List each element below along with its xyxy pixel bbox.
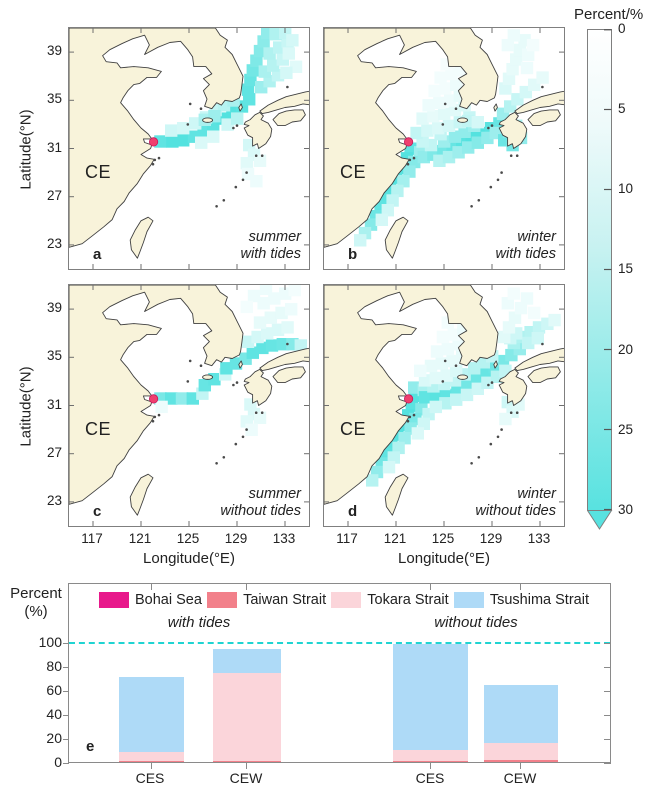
lat-axis-title-row2: Latitude(°N): [17, 366, 35, 447]
bar-segment-taiwan-strait: [213, 761, 281, 762]
lat-tick-39-row2: 39: [46, 300, 62, 316]
bar-xtickmark: [246, 763, 247, 769]
map-panel-d: [323, 284, 565, 527]
estuary-marker-dot: [149, 395, 157, 403]
lon-tick-129-col1: 129: [224, 531, 248, 546]
lat-tick-23-row1: 23: [46, 235, 62, 251]
legend-item-bohai: [99, 592, 202, 608]
colorbar-tick-30: 30: [618, 501, 634, 517]
stacked-bar-CEW-without-tides: [484, 685, 558, 762]
legend-label-tokara: Tokara Strait: [367, 592, 449, 608]
reference-line-100pct: [69, 642, 610, 644]
lon-tick-121-col2: 121: [383, 531, 407, 546]
lon-axis-title-col2: Longitude(°E): [398, 550, 490, 567]
caption-season: summer: [248, 229, 301, 245]
lon-axis-title-col1: Longitude(°E): [143, 550, 235, 567]
panel-caption-c: [220, 486, 301, 520]
panel-letter-b: b: [348, 246, 358, 263]
lon-tick-129-col2: 129: [479, 531, 503, 546]
tsushima-swatch-icon: [454, 592, 484, 608]
bar-ytickmark: [604, 715, 611, 716]
taiwan-swatch-icon: [207, 592, 237, 608]
bar-segment-tsushima-strait: [484, 685, 558, 743]
legend-item-tsushima: [454, 592, 589, 608]
bar-xtickmark: [430, 584, 431, 590]
stacked-bar-CES-with-tides: [119, 677, 184, 762]
legend-label-bohai: Bohai Sea: [135, 592, 202, 608]
lon-tick-133-col1: 133: [272, 531, 296, 546]
colorbar-tick-25: 25: [618, 421, 634, 437]
bar-segment-tokara-strait: [484, 743, 558, 760]
bar-ytickmark: [63, 739, 69, 740]
bar-xtickmark: [246, 584, 247, 590]
panel-letter-a: a: [93, 246, 102, 263]
caption-tides: without tides: [220, 503, 301, 519]
bar-xtickmark: [520, 763, 521, 769]
bar-ytickmark: [604, 763, 611, 764]
lon-tick-117-col2: 117: [336, 531, 358, 546]
lat-axis-title-row1: Latitude(°N): [17, 109, 35, 190]
estuary-marker-dot: [404, 138, 412, 146]
lat-tick-35-row1: 35: [46, 91, 62, 107]
colorbar-tick-10: 10: [618, 181, 634, 197]
bar-segment-tokara-strait: [393, 750, 468, 761]
bar-segment-tsushima-strait: [393, 644, 468, 750]
bar-category-cew-withouttides: CEW: [503, 770, 537, 786]
region-label-ce: CE: [340, 162, 367, 182]
bar-xtickmark: [520, 584, 521, 590]
group-label-without-tides: without tides: [434, 614, 518, 631]
caption-tides: with tides: [495, 246, 556, 262]
caption-season: summer: [248, 486, 301, 502]
legend-item-taiwan: [207, 592, 326, 608]
panel-letter-c: c: [93, 503, 102, 520]
bohai-swatch-icon: [99, 592, 129, 608]
legend-item-tokara: [331, 592, 448, 608]
caption-tides: without tides: [475, 503, 556, 519]
lat-tick-39-row1: 39: [46, 43, 62, 59]
bar-segment-tokara-strait: [213, 673, 281, 761]
legend-label-tsushima: Tsushima Strait: [489, 592, 589, 608]
map-panel-c: [68, 284, 310, 527]
caption-season: winter: [517, 486, 556, 502]
panel-caption-a: [241, 229, 301, 263]
region-label-ce: CE: [340, 419, 367, 439]
lat-tick-27-row2: 27: [46, 444, 62, 460]
region-label-ce: CE: [85, 162, 112, 182]
bar-ytick-100: 100: [38, 634, 62, 650]
lon-tick-133-col2: 133: [527, 531, 551, 546]
bar-ylabel: [8, 585, 64, 621]
colorbar-tick-0: 0: [618, 21, 626, 36]
estuary-marker-dot: [404, 395, 412, 403]
colorbar-tick-15: 15: [618, 261, 634, 277]
legend-label-taiwan: Taiwan Strait: [243, 592, 327, 608]
colorbar-tick-20: 20: [618, 341, 634, 357]
map-panel-b: [323, 27, 565, 270]
stacked-bar-CEW-with-tides: [213, 649, 281, 762]
stacked-bar-CES-without-tides: [393, 644, 468, 762]
bar-ytick-60: 60: [46, 682, 62, 698]
bar-segment-taiwan-strait: [119, 761, 184, 762]
colorbar-tick-5: 5: [618, 101, 626, 117]
lon-tick-121-col1: 121: [128, 531, 152, 546]
bar-ytickmark: [604, 691, 611, 692]
bar-category-ces-withtides: CES: [135, 770, 165, 786]
bar-segment-tsushima-strait: [119, 677, 184, 752]
panel-letter-d: d: [348, 503, 358, 520]
panel-letter-e: e: [86, 738, 95, 755]
bar-ylabel-line2: (%): [24, 603, 48, 620]
bar-ytickmark: [63, 763, 69, 764]
colorbar: [587, 29, 647, 534]
bar-ytickmark: [63, 667, 69, 668]
colorbar-gradient: [587, 29, 647, 534]
bar-ytickmark: [63, 643, 69, 644]
bar-ytickmark: [604, 739, 611, 740]
panel-caption-d: [475, 486, 556, 520]
lon-tick-125-col1: 125: [176, 531, 200, 546]
bar-xtickmark: [151, 584, 152, 590]
bar-xtickmark: [151, 763, 152, 769]
bar-category-ces-withouttides: CES: [415, 770, 445, 786]
bar-ytickmark: [63, 715, 69, 716]
legend: [99, 592, 589, 608]
bar-ytick-0: 0: [54, 754, 62, 770]
bar-segment-tokara-strait: [119, 752, 184, 761]
bar-segment-tsushima-strait: [213, 649, 281, 672]
tokara-swatch-icon: [331, 592, 361, 608]
bar-segment-taiwan-strait: [393, 761, 468, 762]
bar-xtickmark: [430, 763, 431, 769]
caption-season: winter: [517, 229, 556, 245]
region-label-ce: CE: [85, 419, 112, 439]
lat-tick-27-row1: 27: [46, 187, 62, 203]
lat-tick-31-row1: 31: [46, 139, 62, 155]
lat-tick-23-row2: 23: [46, 492, 62, 508]
bar-ytickmark: [604, 667, 611, 668]
bar-category-cew-withtides: CEW: [229, 770, 263, 786]
bar-segment-taiwan-strait: [484, 760, 558, 762]
map-panel-a: [68, 27, 310, 270]
bar-ylabel-line1: Percent: [10, 585, 62, 602]
bar-ytickmark: [63, 691, 69, 692]
bar-chart-frame: [68, 583, 611, 763]
bar-ytick-40: 40: [46, 706, 62, 722]
lat-tick-31-row2: 31: [46, 396, 62, 412]
panel-caption-b: [496, 229, 556, 263]
lat-tick-35-row2: 35: [46, 348, 62, 364]
estuary-marker-dot: [149, 138, 157, 146]
colorbar-title: Percent/%: [574, 6, 644, 23]
bar-ytick-20: 20: [46, 730, 62, 746]
bar-ytickmark: [604, 643, 611, 644]
group-label-with-tides: with tides: [167, 614, 231, 631]
lon-tick-125-col2: 125: [431, 531, 455, 546]
lon-tick-117-col1: 117: [81, 531, 103, 546]
bar-ytick-80: 80: [46, 658, 62, 674]
caption-tides: with tides: [240, 246, 301, 262]
